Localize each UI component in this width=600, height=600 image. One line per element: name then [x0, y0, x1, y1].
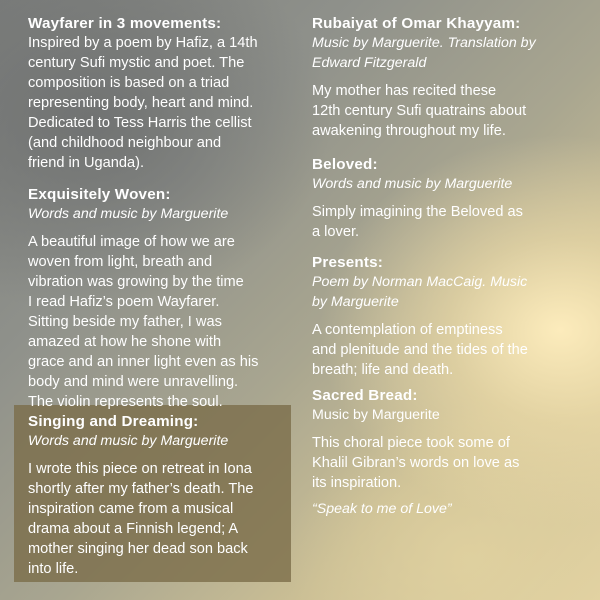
section-credit: Words and music by Marguerite [28, 433, 229, 449]
body-line: I read Hafiz’s poem Wayfarer. [28, 294, 220, 310]
section-title: Singing and Dreaming: [28, 413, 199, 430]
body-line: friend in Uganda). [28, 155, 145, 171]
body-line: and plenitude and the tides of the [312, 342, 528, 358]
body-line: body and mind were unravelling. [28, 374, 239, 390]
section-beloved [312, 155, 584, 242]
section-credit: Words and music by Marguerite [312, 176, 513, 192]
credit-line: Edward Fitzgerald [312, 55, 427, 71]
section-title: Presents: [312, 254, 384, 271]
section-rubaiyat [312, 14, 584, 141]
body-line: awakening throughout my life. [312, 123, 506, 139]
body-line: inspiration came from a musical [28, 501, 234, 517]
section-credit: Music by Marguerite [312, 407, 440, 423]
section-title: Wayfarer in 3 movements: [28, 15, 222, 32]
body-line: into life. [28, 561, 79, 577]
credit-line: Music by Marguerite. Translation by [312, 35, 536, 51]
section-title: Beloved: [312, 156, 378, 173]
body-line: This choral piece took some of [312, 435, 510, 451]
body-line: drama about a Finnish legend; A [28, 521, 239, 537]
body-line: Inspired by a poem by Hafiz, a 14th [28, 35, 258, 51]
section-wayfarer [28, 14, 290, 173]
credit-line: by Marguerite [312, 294, 399, 310]
body-line: amazed at how he shone with [28, 334, 222, 350]
body-line: shortly after my father’s death. The [28, 481, 254, 497]
section-title: Rubaiyat of Omar Khayyam: [312, 15, 521, 32]
body-line: Khalil Gibran’s words on love as [312, 455, 520, 471]
section-title: Sacred Bread: [312, 387, 418, 404]
section-body [312, 202, 584, 242]
section-presents [312, 253, 584, 380]
section-body [28, 232, 290, 412]
section-body [28, 33, 290, 173]
section-credit: Words and music by Marguerite [28, 206, 229, 222]
body-line: mother singing her dead son back [28, 541, 248, 557]
section-sacred-bread [312, 386, 584, 519]
body-line: composition is based on a triad [28, 75, 230, 91]
body-line: A contemplation of emptiness [312, 322, 503, 338]
section-body [312, 433, 584, 493]
body-line: its inspiration. [312, 475, 402, 491]
section-credit [312, 272, 584, 312]
body-line: My mother has recited these [312, 83, 497, 99]
section-exquisitely-woven [28, 185, 290, 412]
body-line: The violin represents the soul. [28, 394, 223, 410]
body-line: I wrote this piece on retreat in Iona [28, 461, 252, 477]
body-line: 12th century Sufi quatrains about [312, 103, 527, 119]
body-line: breath; life and death. [312, 362, 454, 378]
body-line: grace and an inner light even as his [28, 354, 259, 370]
body-line: vibration was growing by the time [28, 274, 244, 290]
section-body [312, 81, 584, 141]
body-line: (and childhood neighbour and [28, 135, 222, 151]
section-title: Exquisitely Woven: [28, 186, 171, 203]
section-body [28, 459, 290, 579]
body-line: a lover. [312, 224, 360, 240]
section-singing-and-dreaming [28, 412, 290, 579]
body-line: Sitting beside my father, I was [28, 314, 222, 330]
body-line: Dedicated to Tess Harris the cellist [28, 115, 252, 131]
body-line: woven from light, breath and [28, 254, 213, 270]
body-line: representing body, heart and mind. [28, 95, 254, 111]
body-line: A beautiful image of how we are [28, 234, 235, 250]
body-line: Simply imagining the Beloved as [312, 204, 523, 220]
body-line: century Sufi mystic and poet. The [28, 55, 245, 71]
section-body [312, 320, 584, 380]
section-quote: “Speak to me of Love” [312, 501, 452, 517]
section-credit [312, 33, 584, 73]
credit-line: Poem by Norman MacCaig. Music [312, 274, 528, 290]
